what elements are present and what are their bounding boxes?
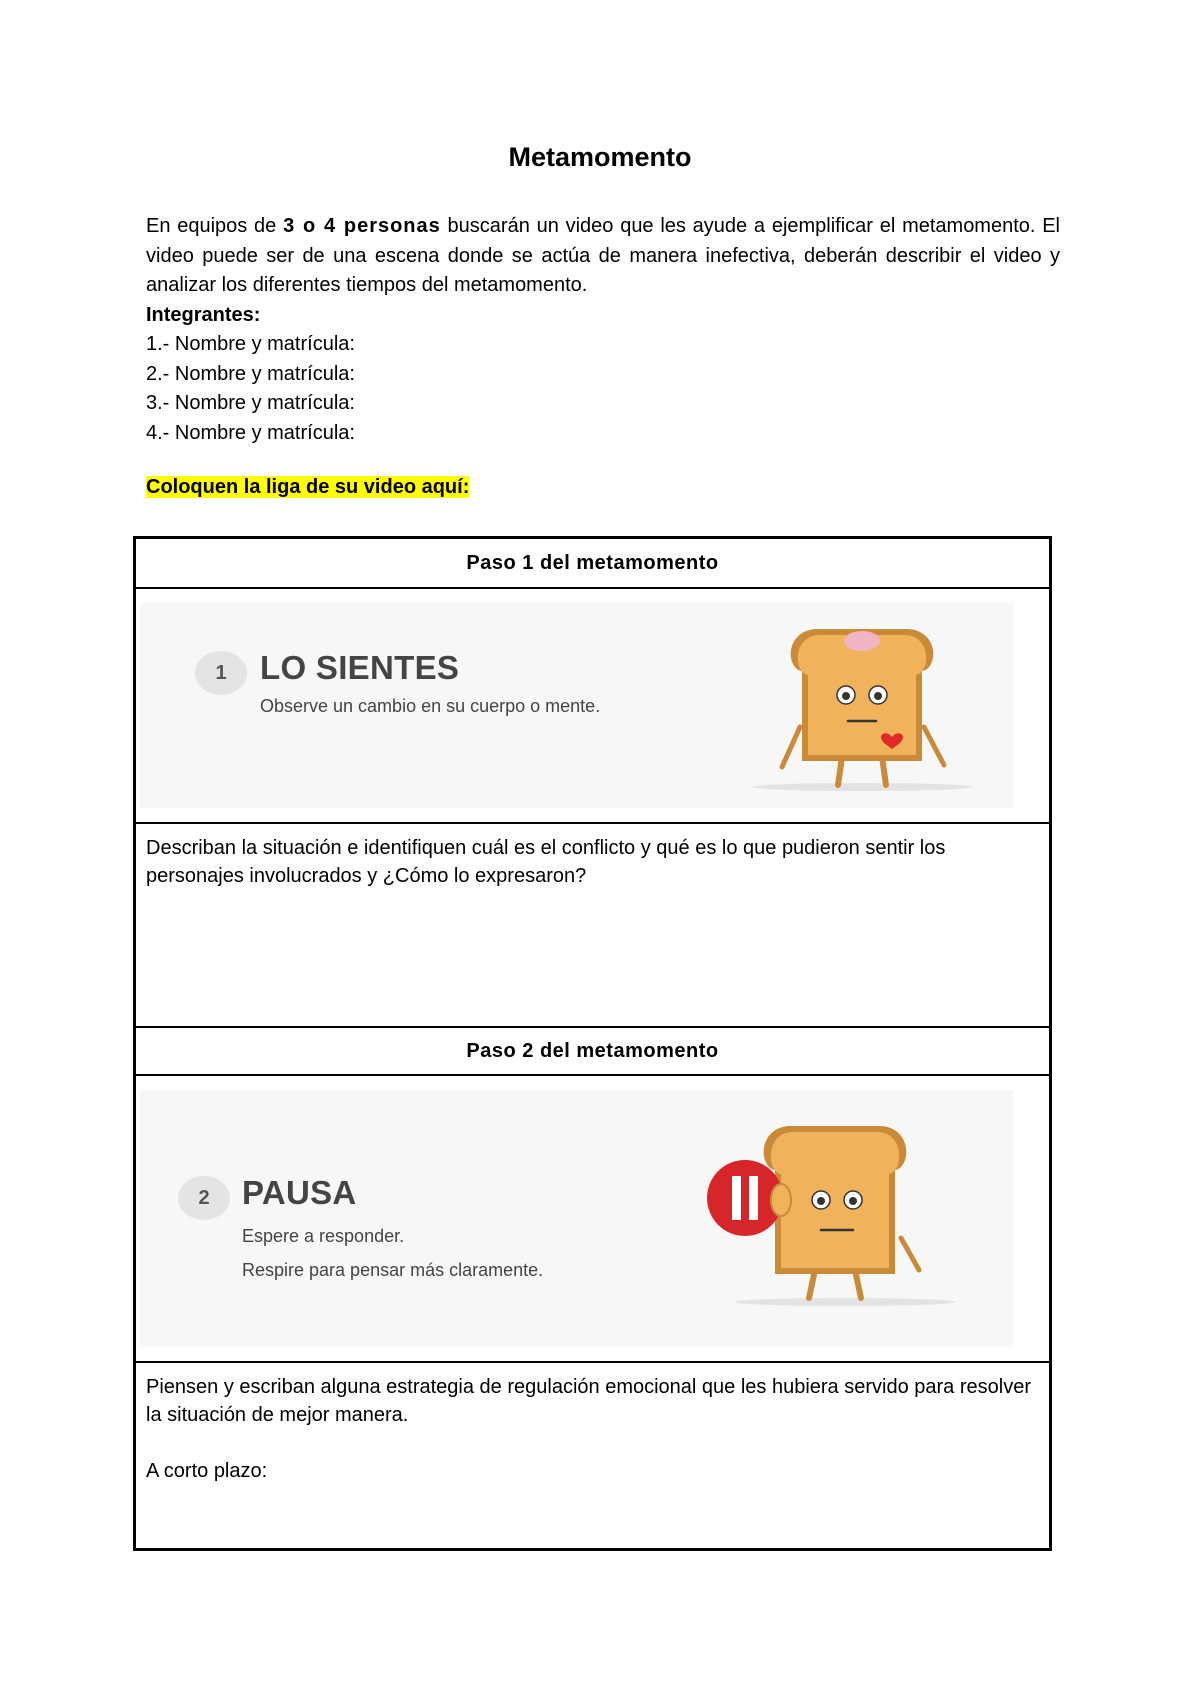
step1-title: LO SIENTES [260,649,460,686]
members-label: Integrantes: [146,303,261,326]
intro-text-start: En equipos de [146,215,284,237]
step1-header: Paso 1 del metamomento [466,551,719,574]
step2-subtitle-1: Espere a responder. [242,1226,405,1246]
step2-spacer [146,1429,1039,1457]
metamomento-table [133,536,1052,1551]
step2-title: PAUSA [242,1174,357,1211]
step2-header: Paso 2 del metamomento [466,1039,719,1062]
intro-text-end: buscarán un video que les ayude a ejemplificar el metamomento. El video puede ser de una escena donde se actúa de manera inefectiva, deberán describir el video y analizar los diferentes tiempos del metamomento. [146,215,1061,296]
step2-illustration-row [136,1076,1049,1363]
step1-header-row [136,539,1049,589]
step2-header-row [136,1028,1049,1076]
step1-illustration-row [136,589,1049,824]
step2-illustration [140,1090,1013,1347]
document-title: Metamomento [508,142,692,172]
intro-section [146,212,1060,448]
member-line-1: 1.- Nombre y matrícula: [146,333,355,355]
step2-answer-row[interactable] [136,1363,1049,1548]
intro-paragraph [146,212,1060,301]
member-line-2: 2.- Nombre y matrícula: [146,362,355,385]
step1-prompt: Describan la situación e identifiquen cuál es el conflicto y qué es lo que pudieron sentir los personajes involucrados y ¿Cómo lo expresaron? [146,837,946,887]
member-line-4: 4.- Nombre y matrícula: [146,421,355,444]
intro-team-size: 3 o 4 personas [283,215,441,237]
step1-answer-row[interactable] [136,824,1049,1028]
step2-short-term: A corto plazo: [146,1460,268,1482]
video-link-highlight: Coloquen la liga de su video aquí: [146,476,470,498]
toast-feeling-icon [752,617,972,797]
step2-subtitle-2: Respire para pensar más claramente. [242,1260,544,1280]
member-line-3: 3.- Nombre y matrícula: [146,392,355,414]
step1-illustration [140,603,1013,808]
step1-subtitle: Observe un cambio en su cuerpo o mente. [260,696,601,716]
step2-prompt: Piensen y escriban alguna estrategia de regulación emocional que les hubiera servido para resolver la situación de mejor manera. [146,1376,1031,1426]
toast-pause-icon [705,1120,965,1310]
video-link-prompt [146,476,469,499]
step2-number-badge: 2 [178,1176,230,1220]
step1-number-badge: 1 [195,651,247,695]
